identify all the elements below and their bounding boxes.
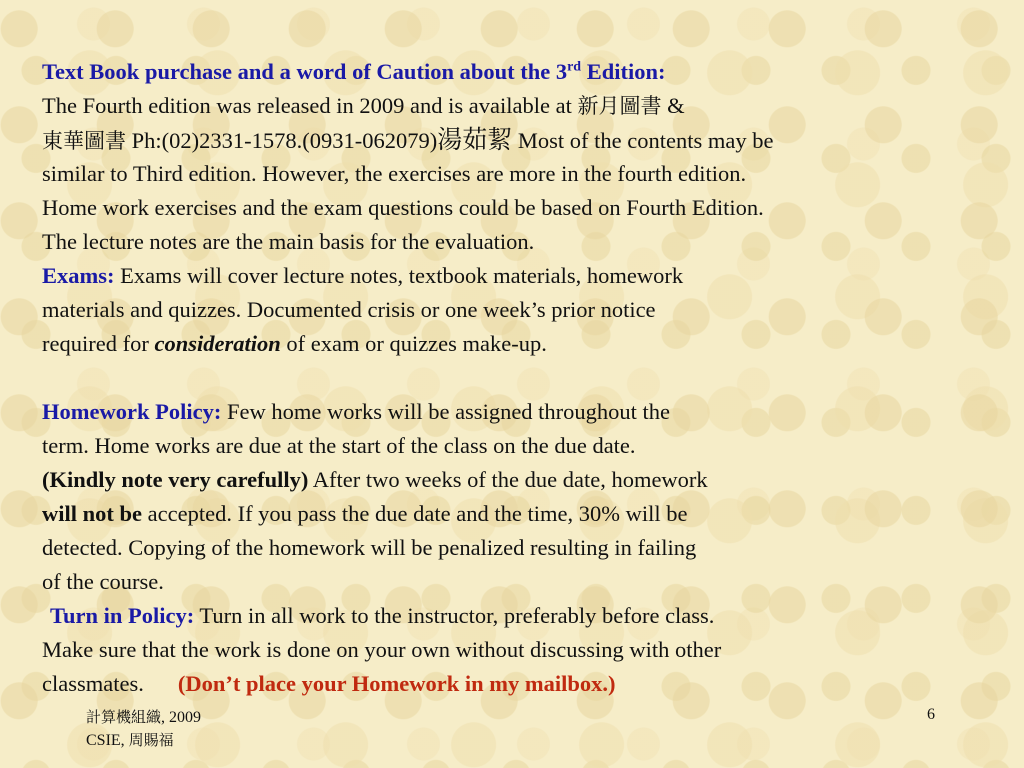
textbook-line-1 (42, 89, 1002, 123)
textbook-text: The Fourth edition was released in 2009 and is available at (42, 93, 578, 118)
homework-heading: Homework Policy: (42, 399, 222, 424)
slide-footer (86, 706, 201, 752)
homework-text: After two weeks of the due date, homework (308, 467, 708, 492)
course-name: 計算機組織 (86, 708, 162, 726)
page-number: 6 (927, 706, 935, 723)
slide-body (42, 55, 1002, 701)
homework-text: Few home works will be assigned throughout the (221, 399, 671, 424)
instructor-name: 周賜福 (128, 731, 174, 749)
turnin-text: classmates. (42, 671, 144, 696)
title-superscript: rd (567, 59, 582, 75)
exams-line-2: materials and quizzes. Documented crisis or one week’s prior notice (42, 297, 656, 322)
turnin-line-2: Make sure that the work is done on your own without discussing with other (42, 637, 722, 662)
exams-line-3 (42, 327, 1002, 361)
textbook-text: Most of the contents may be (512, 128, 774, 153)
contact-name: 湯茹絜 (437, 125, 513, 154)
bookstore-phone: Ph:(02)2331-1578.(0931-062079) (126, 128, 438, 153)
textbook-line-2 (42, 123, 1002, 157)
turnin-heading: Turn in Policy: (50, 603, 195, 628)
homework-line-1 (42, 395, 1002, 429)
turnin-line-3 (42, 667, 1002, 701)
slide-title (42, 55, 1002, 89)
kindly-note-emphasis: (Kindly note very carefully) (42, 467, 309, 492)
exams-text: Exams will cover lecture notes, textbook materials, homework (114, 263, 684, 288)
exams-text: required for (42, 331, 155, 356)
homework-line-2: term. Home works are due at the start of the class on the due date. (42, 433, 636, 458)
will-not-be-emphasis: will not be (42, 501, 143, 526)
exams-line-1 (42, 259, 1002, 293)
footer-course (86, 706, 201, 729)
footer-department (86, 729, 201, 752)
homework-line-6: of the course. (42, 569, 164, 594)
exams-heading: Exams: (42, 263, 115, 288)
title-text: Text Book purchase and a word of Caution about the 3 (42, 59, 568, 84)
course-year: , 2009 (161, 709, 202, 726)
consideration-emphasis: consideration (154, 331, 281, 356)
turnin-text: Turn in all work to the instructor, preferably before class. (194, 603, 715, 628)
homework-line-3 (42, 463, 1002, 497)
title-suffix: Edition: (581, 59, 666, 84)
bookstore-name-2: 東華圖書 (42, 129, 126, 153)
textbook-line-5: The lecture notes are the main basis for the evaluation. (42, 229, 535, 254)
textbook-line-3: similar to Third edition. However, the exercises are more in the fourth edition. (42, 161, 747, 186)
exams-text: of exam or quizzes make-up. (280, 331, 547, 356)
homework-line-4 (42, 497, 1002, 531)
mailbox-warning: (Don’t place your Homework in my mailbox.) (177, 671, 616, 696)
spacer (42, 361, 1002, 395)
turnin-line-1 (42, 599, 1002, 633)
ampersand: & (661, 93, 685, 118)
bookstore-name-1: 新月圖書 (577, 94, 662, 118)
homework-text: accepted. If you pass the due date and the time, 30% will be (142, 501, 688, 526)
department: CSIE, (86, 732, 129, 749)
homework-line-5: detected. Copying of the homework will be penalized resulting in failing (42, 535, 697, 560)
textbook-line-4: Home work exercises and the exam questions could be based on Fourth Edition. (42, 195, 764, 220)
